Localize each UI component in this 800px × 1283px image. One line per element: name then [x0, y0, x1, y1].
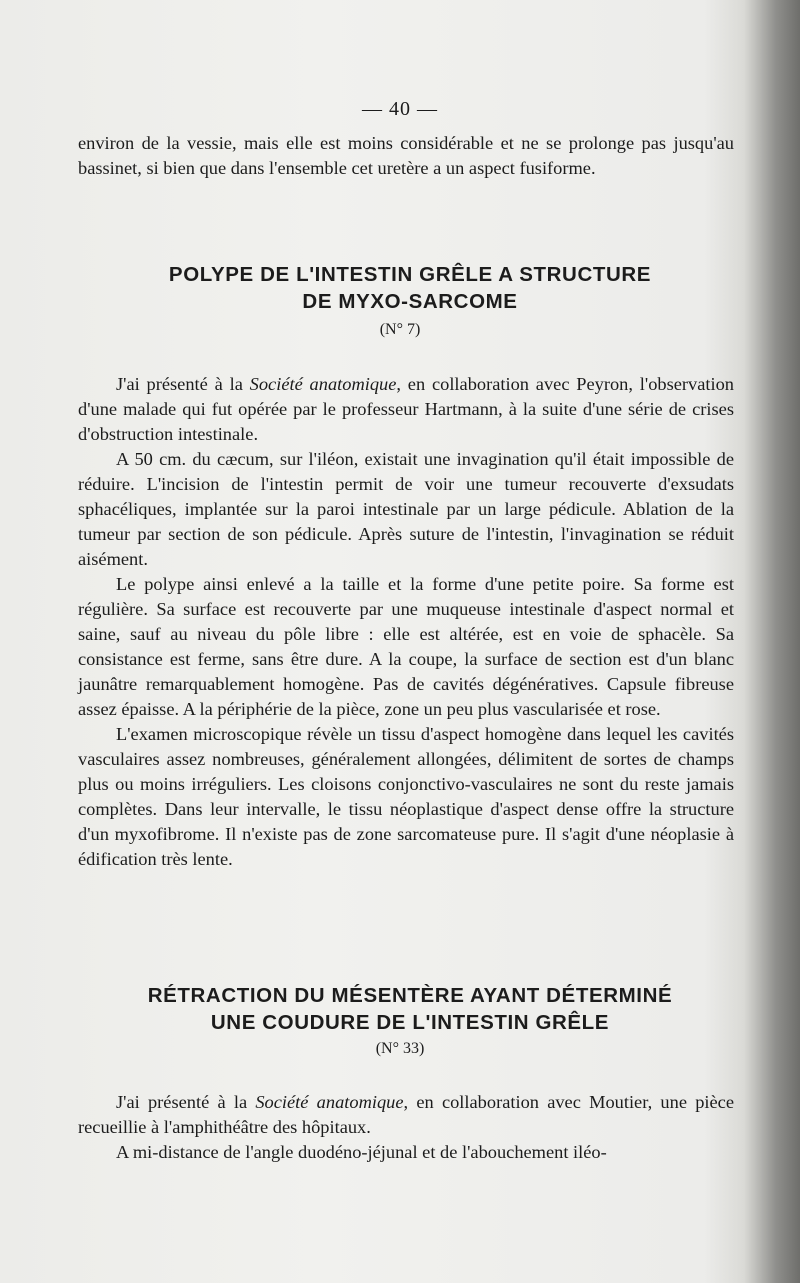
section-1-title-line-2: DE MYXO-SARCOME — [302, 290, 518, 313]
section-2-number: (N° 33) — [375, 1040, 425, 1057]
intro-paragraph-block — [78, 131, 734, 181]
section-1-p1-before: J'ai présenté à la — [116, 374, 250, 394]
section-1-title-line-1: POLYPE DE L'INTESTIN GRÊLE A STRUCTURE — [168, 263, 652, 286]
section-1-number: (N° 7) — [379, 321, 421, 338]
section-2-paragraph-2: A mi-distance de l'angle duodéno-jéjunal et de l'abouchement iléo- — [116, 1142, 607, 1162]
section-2-p1-italic: Société anatomique — [255, 1092, 404, 1112]
section-1-paragraph-2: A 50 cm. du cæcum, sur l'iléon, existait une invagination qu'il était impossible de réduire. L'incision de l'intestin permit de voir une tumeur recouverte d'exsudats sphacéliques, implantée sur la paroi intestinale par un large pédicule. Ablation de la tumeur par section de son pédicule. Après suture de l'intestin, l'invagination se réduit aisément. — [78, 449, 734, 569]
intro-paragraph: environ de la vessie, mais elle est moins considérable et ne se prolonge pas jusqu'au bassinet, si bien que dans l'ensemble cet uretère a un aspect fusiforme. — [78, 133, 734, 178]
section-1-paragraph-4: L'examen microscopique révèle un tissu d'aspect homogène dans lequel les cavités vasculaires assez nombreuses, généralement allongées, délimitent de sortes de champs plus ou moins irréguliers. Les cloisons conjonctivo-vasculaires ne sont du reste jamais complètes. Dans leur intervalle, le tissu néoplastique d'aspect dense offre la structure d'un myxofibrome. Il n'existe pas de zone sarcomateuse pure. Il s'agit d'une néoplasie à édification très lente. — [78, 724, 734, 869]
section-1-paragraph-1 — [78, 372, 734, 447]
section-1-body — [78, 372, 734, 872]
section-1-paragraph-3: Le polype ainsi enlevé a la taille et la forme d'une petite poire. Sa forme est régulière. Sa surface est recouverte par une muqueuse intestinale d'aspect normal et saine, sauf au niveau du pôle libre : elle est altérée, est en voie de sphacèle. Sa consistance est ferme, sans être dure. A la coupe, la surface de section est d'un blanc jaunâtre remarquablement homogène. Pas de cavités dégénératives. Capsule fibreuse assez épaisse. A la périphérie de la pièce, zone un peu plus vascularisée et rose. — [78, 574, 734, 719]
section-2-title — [70, 982, 750, 1036]
page-number: — 40 — — [362, 98, 438, 120]
section-2-p1-before: J'ai présenté à la — [116, 1092, 256, 1112]
section-1-p1-italic: Société anatomique — [249, 374, 397, 394]
section-2-title-line-2: UNE COUDURE DE L'INTESTIN GRÊLE — [210, 1011, 610, 1034]
section-1-p1-after: , en collaboration avec Peyron, l'observation d'une malade qui fut opérée par le professeur Hartmann, à la suite d'une série de crises d'obstruction intestinale. — [78, 374, 735, 444]
section-2-paragraph-1 — [78, 1090, 734, 1140]
section-2-p1-after: , en collaboration avec Moutier, une pièce recueillie à l'amphithéâtre des hôpitaux. — [78, 1092, 735, 1137]
section-1-title — [70, 261, 750, 315]
section-2-body — [78, 1090, 734, 1165]
section-2-title-line-1: RÉTRACTION DU MÉSENTÈRE AYANT DÉTERMINÉ — [147, 984, 673, 1007]
